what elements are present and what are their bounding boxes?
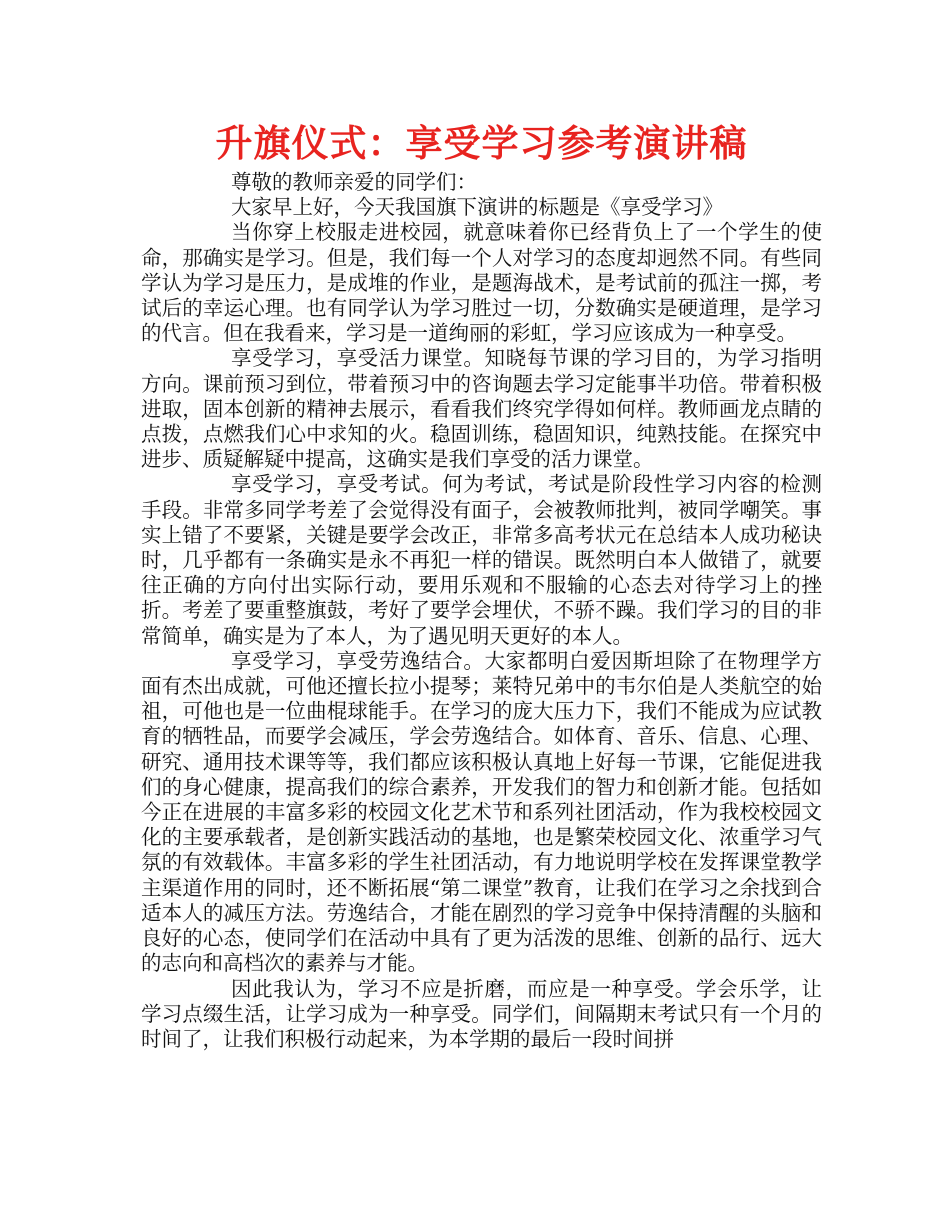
body-paragraph: 因此我认为，学习不应是折磨，而应是一种享受。学会乐学，让学习点缀生活，让学习成为一种享受。同学们，间隔期末考试只有一个月的时间了，让我们积极行动起来，为本学期的最后一段时间拼 <box>141 976 822 1051</box>
body-paragraph: 享受学习，享受活力课堂。知晓每节课的学习目的，为学习指明方向。课前预习到位，带着预习中的咨询题去学习定能事半功倍。带着积极进取，固本创新的精神去展示，看看我们终究学得如何样。教师画龙点睛的点拨，点燃我们心中求知的火。稳固训练，稳固知识，纯熟技能。在探究中进步、质疑解疑中提高，这确实是我们享受的活力课堂。 <box>141 346 822 472</box>
body-paragraph: 享受学习，享受劳逸结合。大家都明白爱因斯坦除了在物理学方面有杰出成就，可他还擅长拉小提琴；莱特兄弟中的韦尔伯是人类航空的始祖，可他也是一位曲棍球能手。在学习的庞大压力下，我们不能成为应试教育的牺牲品，而要学会减压，学会劳逸结合。如体育、音乐、信息、心理、研究、通用技术课等等，我们都应该积极认真地上好每一节课，它能促进我们的身心健康，提高我们的综合素养，开发我们的智力和创新才能。包括如今正在进展的丰富多彩的校园文化艺术节和系列社团活动，作为我校校园文化的主要承载者，是创新实践活动的基地，也是繁荣校园文化、浓重学习气氛的有效载体。丰富多彩的学生社团活动，有力地说明学校在发挥课堂教学主渠道作用的同时，还不断拓展“第二课堂”教育，让我们在学习之余找到合适本人的减压方法。劳逸结合，才能在剧烈的学习竞争中保持清醒的头脑和良好的心态，使同学们在活动中具有了更为活泼的思维、创新的品行、远大的志向和高档次的素养与才能。 <box>141 648 822 976</box>
body-paragraph: 当你穿上校服走进校园，就意味着你已经背负上了一个学生的使命，那确实是学习。但是，我们每一个人对学习的态度却迥然不同。有些同学认为学习是压力，是成堆的作业，是题海战术，是考试前的孤注一掷，考试后的幸运心理。也有同学认为学习胜过一切，分数确实是硬道理，是学习的代言。但在我看来，学习是一道绚丽的彩虹，学习应该成为一种享受。 <box>141 220 822 346</box>
greeting-paragraph: 尊敬的教师亲爱的同学们： <box>231 170 477 194</box>
intro-paragraph: 大家早上好，今天我国旗下演讲的标题是《享受学习》 <box>231 195 723 220</box>
document-title: 升旗仪式：享受学习参考演讲稿 <box>215 122 748 165</box>
body-paragraph: 享受学习，享受考试。何为考试，考试是阶段性学习内容的检测手段。非常多同学考差了会觉得没有面子，会被教师批判，被同学嘲笑。事实上错了不要紧，关键是要学会改正，非常多高考状元在总结本人成功秘诀时，几乎都有一条确实是永不再犯一样的错误。既然明白本人做错了，就要往正确的方向付出实际行动，要用乐观和不服输的心态去对待学习上的挫折。考差了要重整旗鼓，考好了要学会埋伏，不骄不躁。我们学习的目的非常简单，确实是为了本人，为了遇见明天更好的本人。 <box>141 472 822 648</box>
